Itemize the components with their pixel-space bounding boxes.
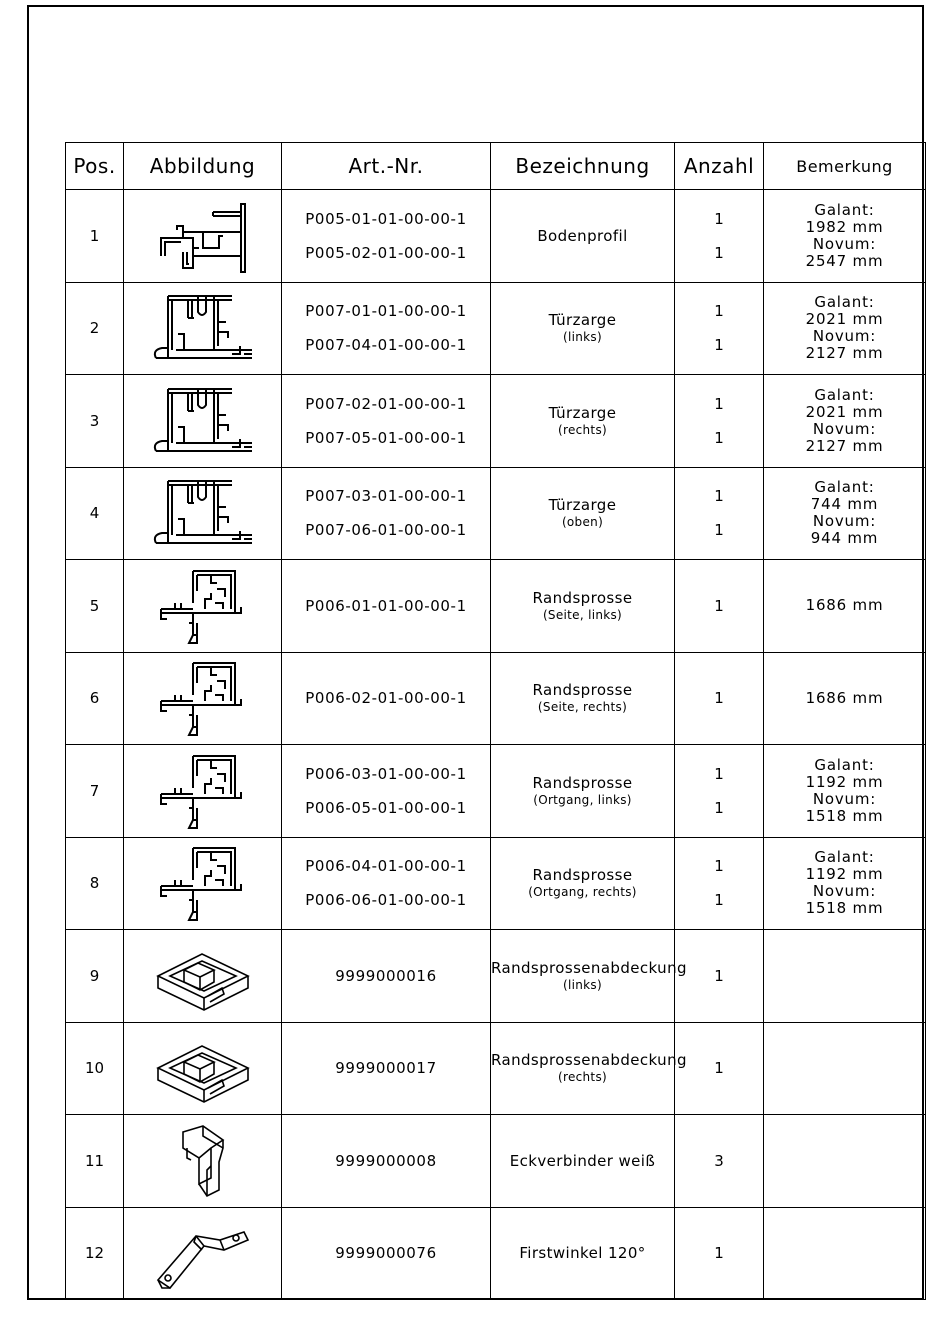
- edge-bar-profile-icon: [153, 655, 253, 741]
- qty-value: 1: [714, 798, 724, 817]
- row-image: [124, 375, 282, 468]
- remark-line: Novum:: [812, 789, 877, 808]
- table-row: [66, 560, 926, 653]
- row-image: [124, 1115, 282, 1208]
- qty-value: 1: [714, 487, 724, 506]
- row-image: [124, 190, 282, 283]
- door-frame-profile-icon: [148, 473, 258, 553]
- remark-line: 1982 mm: [805, 217, 884, 236]
- row-remark: [764, 1115, 926, 1208]
- row-name: [491, 1207, 675, 1300]
- remark-line: 1192 mm: [805, 772, 884, 791]
- art-number: 9999000016: [335, 966, 437, 985]
- art-number: P007-03-01-00-00-1: [305, 487, 467, 506]
- part-name: Türzarge: [548, 311, 617, 330]
- table-row: [66, 1022, 926, 1115]
- row-qty: [675, 930, 764, 1023]
- row-qty: [675, 1022, 764, 1115]
- row-art-no: [282, 560, 491, 653]
- row-qty: [675, 282, 764, 375]
- remark-line: Galant:: [814, 200, 875, 219]
- remark-line: Novum:: [812, 234, 877, 253]
- row-art-no: [282, 837, 491, 930]
- header-pos: Pos.: [66, 143, 124, 190]
- row-image: [124, 560, 282, 653]
- row-name: [491, 1022, 687, 1115]
- table-row: [66, 190, 926, 283]
- row-qty: [675, 190, 764, 283]
- row-art-no: [282, 1022, 491, 1115]
- row-image: [124, 930, 282, 1023]
- part-name-detail: (rechts): [558, 1070, 607, 1085]
- remark-line: 2127 mm: [805, 344, 884, 363]
- art-number: 9999000076: [335, 1244, 437, 1263]
- remark-line: Novum:: [812, 882, 877, 901]
- qty-value: 1: [714, 857, 724, 876]
- remark-line: 2021 mm: [805, 310, 884, 329]
- part-name: Türzarge: [548, 496, 617, 515]
- remark-line: Galant:: [814, 848, 875, 867]
- remark-line: 1686 mm: [805, 596, 884, 615]
- art-number: P006-04-01-00-00-1: [305, 857, 467, 876]
- row-pos: 7: [66, 745, 124, 838]
- art-number: P006-01-01-00-00-1: [305, 596, 467, 615]
- table-row: [66, 930, 926, 1023]
- part-name-detail: (oben): [561, 515, 604, 530]
- row-remark: [764, 467, 926, 560]
- row-remark: [764, 560, 926, 653]
- part-name: Firstwinkel 120°: [519, 1244, 646, 1263]
- part-name-detail: (Ortgang, links): [533, 792, 632, 807]
- remark-line: Galant:: [814, 385, 875, 404]
- door-frame-profile-icon: [148, 381, 258, 461]
- row-remark: [764, 375, 926, 468]
- row-name: [491, 467, 675, 560]
- row-image: [124, 652, 282, 745]
- row-remark: [764, 282, 926, 375]
- row-name: [491, 930, 687, 1023]
- row-art-no: [282, 930, 491, 1023]
- row-remark: [764, 1022, 926, 1115]
- row-art-no: [282, 467, 491, 560]
- part-name: Randsprossenabdeckung: [491, 958, 687, 977]
- row-pos: 8: [66, 837, 124, 930]
- art-number: P007-06-01-00-00-1: [305, 521, 467, 540]
- row-qty: [675, 745, 764, 838]
- table-row: [66, 467, 926, 560]
- header-name: Bezeichnung: [491, 143, 675, 190]
- remark-line: Novum:: [812, 327, 877, 346]
- part-name: Randsprosse: [532, 773, 633, 792]
- row-pos: 4: [66, 467, 124, 560]
- row-art-no: [282, 375, 491, 468]
- remark-line: Galant:: [814, 293, 875, 312]
- row-remark: [764, 930, 926, 1023]
- qty-value: 1: [714, 966, 724, 985]
- row-pos: 1: [66, 190, 124, 283]
- header-qty: Anzahl: [675, 143, 764, 190]
- row-name: [491, 560, 675, 653]
- row-qty: [675, 467, 764, 560]
- row-art-no: [282, 745, 491, 838]
- art-number: P006-05-01-00-00-1: [305, 798, 467, 817]
- remark-line: Novum:: [812, 419, 877, 438]
- header-row: [66, 143, 926, 190]
- edge-bar-profile-icon: [153, 748, 253, 834]
- row-art-no: [282, 282, 491, 375]
- row-image: [124, 837, 282, 930]
- row-image: [124, 467, 282, 560]
- art-number: P006-02-01-00-00-1: [305, 689, 467, 708]
- remark-line: Novum:: [812, 512, 877, 531]
- row-pos: 11: [66, 1115, 124, 1208]
- art-number: P006-06-01-00-00-1: [305, 891, 467, 910]
- ridge-angle-icon: [148, 1210, 258, 1296]
- row-qty: [675, 1115, 764, 1208]
- qty-value: 1: [714, 209, 724, 228]
- part-name-detail: (links): [563, 977, 602, 992]
- remark-line: 1192 mm: [805, 865, 884, 884]
- bottom-profile-icon: [153, 196, 253, 276]
- table-row: [66, 375, 926, 468]
- row-name: [491, 375, 675, 468]
- qty-value: 1: [714, 394, 724, 413]
- art-number: P005-01-01-00-00-1: [305, 209, 467, 228]
- row-art-no: [282, 1207, 491, 1300]
- row-art-no: [282, 1115, 491, 1208]
- header-remark: Bemerkung: [764, 143, 926, 190]
- door-frame-profile-icon: [148, 288, 258, 368]
- header-image: Abbildung: [124, 143, 282, 190]
- part-name: Türzarge: [548, 403, 617, 422]
- art-number: 9999000017: [335, 1059, 437, 1078]
- edge-bar-profile-icon: [153, 563, 253, 649]
- row-pos: 9: [66, 930, 124, 1023]
- row-name: [491, 282, 675, 375]
- qty-value: 1: [714, 428, 724, 447]
- row-image: [124, 282, 282, 375]
- part-name-detail: (rechts): [558, 422, 607, 437]
- art-number: P007-02-01-00-00-1: [305, 394, 467, 413]
- row-remark: [764, 837, 926, 930]
- art-number: P007-05-01-00-00-1: [305, 428, 467, 447]
- qty-value: 1: [714, 596, 724, 615]
- part-name-detail: (links): [563, 330, 602, 345]
- remark-line: 744 mm: [810, 495, 879, 514]
- row-name: [491, 190, 675, 283]
- row-qty: [675, 1207, 764, 1300]
- row-name: [491, 652, 675, 745]
- qty-value: 1: [714, 302, 724, 321]
- table-row: [66, 1207, 926, 1300]
- remark-line: Galant:: [814, 478, 875, 497]
- header-art-no: Art.-Nr.: [282, 143, 491, 190]
- row-qty: [675, 375, 764, 468]
- part-name: Randsprosse: [532, 588, 633, 607]
- remark-line: 1518 mm: [805, 806, 884, 825]
- qty-value: 1: [714, 689, 724, 708]
- row-pos: 12: [66, 1207, 124, 1300]
- qty-value: 1: [714, 1244, 724, 1263]
- row-image: [124, 1207, 282, 1300]
- row-remark: [764, 745, 926, 838]
- part-name-detail: (Seite, links): [542, 607, 623, 622]
- row-remark: [764, 652, 926, 745]
- part-name: Randsprosse: [532, 681, 633, 700]
- row-pos: 3: [66, 375, 124, 468]
- row-image: [124, 745, 282, 838]
- qty-value: 1: [714, 521, 724, 540]
- qty-value: 1: [714, 764, 724, 783]
- row-pos: 2: [66, 282, 124, 375]
- remark-line: 1518 mm: [805, 899, 884, 918]
- remark-line: 1686 mm: [805, 688, 884, 707]
- table-row: [66, 837, 926, 930]
- art-number: P006-03-01-00-00-1: [305, 764, 467, 783]
- row-art-no: [282, 652, 491, 745]
- remark-line: 2021 mm: [805, 402, 884, 421]
- edge-bar-profile-icon: [153, 840, 253, 926]
- qty-value: 1: [714, 1059, 724, 1078]
- row-remark: [764, 190, 926, 283]
- row-qty: [675, 652, 764, 745]
- remark-line: 2127 mm: [805, 436, 884, 455]
- part-name: Randsprossenabdeckung: [491, 1051, 687, 1070]
- art-number: 9999000008: [335, 1151, 437, 1170]
- part-name-detail: (Seite, rechts): [537, 700, 628, 715]
- qty-value: 1: [714, 336, 724, 355]
- table-row: [66, 652, 926, 745]
- art-number: P007-04-01-00-00-1: [305, 336, 467, 355]
- part-name: Eckverbinder weiß: [509, 1151, 656, 1170]
- row-name: [491, 837, 675, 930]
- table-row: [66, 745, 926, 838]
- qty-value: 3: [714, 1151, 724, 1170]
- row-image: [124, 1022, 282, 1115]
- part-name: Bodenprofil: [537, 226, 628, 245]
- row-qty: [675, 560, 764, 653]
- row-pos: 6: [66, 652, 124, 745]
- remark-line: Galant:: [814, 755, 875, 774]
- edge-bar-cover-icon: [148, 1028, 258, 1108]
- row-qty: [675, 837, 764, 930]
- qty-value: 1: [714, 891, 724, 910]
- remark-line: 944 mm: [810, 529, 879, 548]
- parts-list-table: [65, 142, 926, 1300]
- table-row: [66, 282, 926, 375]
- remark-line: 2547 mm: [805, 251, 884, 270]
- row-name: [491, 1115, 675, 1208]
- part-name-detail: (Ortgang, rechts): [528, 885, 637, 900]
- row-art-no: [282, 190, 491, 283]
- art-number: P007-01-01-00-00-1: [305, 302, 467, 321]
- edge-bar-cover-icon: [148, 936, 258, 1016]
- part-name: Randsprosse: [532, 866, 633, 885]
- row-name: [491, 745, 675, 838]
- corner-connector-icon: [163, 1118, 243, 1204]
- art-number: P005-02-01-00-00-1: [305, 243, 467, 262]
- row-pos: 10: [66, 1022, 124, 1115]
- row-remark: [764, 1207, 926, 1300]
- qty-value: 1: [714, 243, 724, 262]
- row-pos: 5: [66, 560, 124, 653]
- table-row: [66, 1115, 926, 1208]
